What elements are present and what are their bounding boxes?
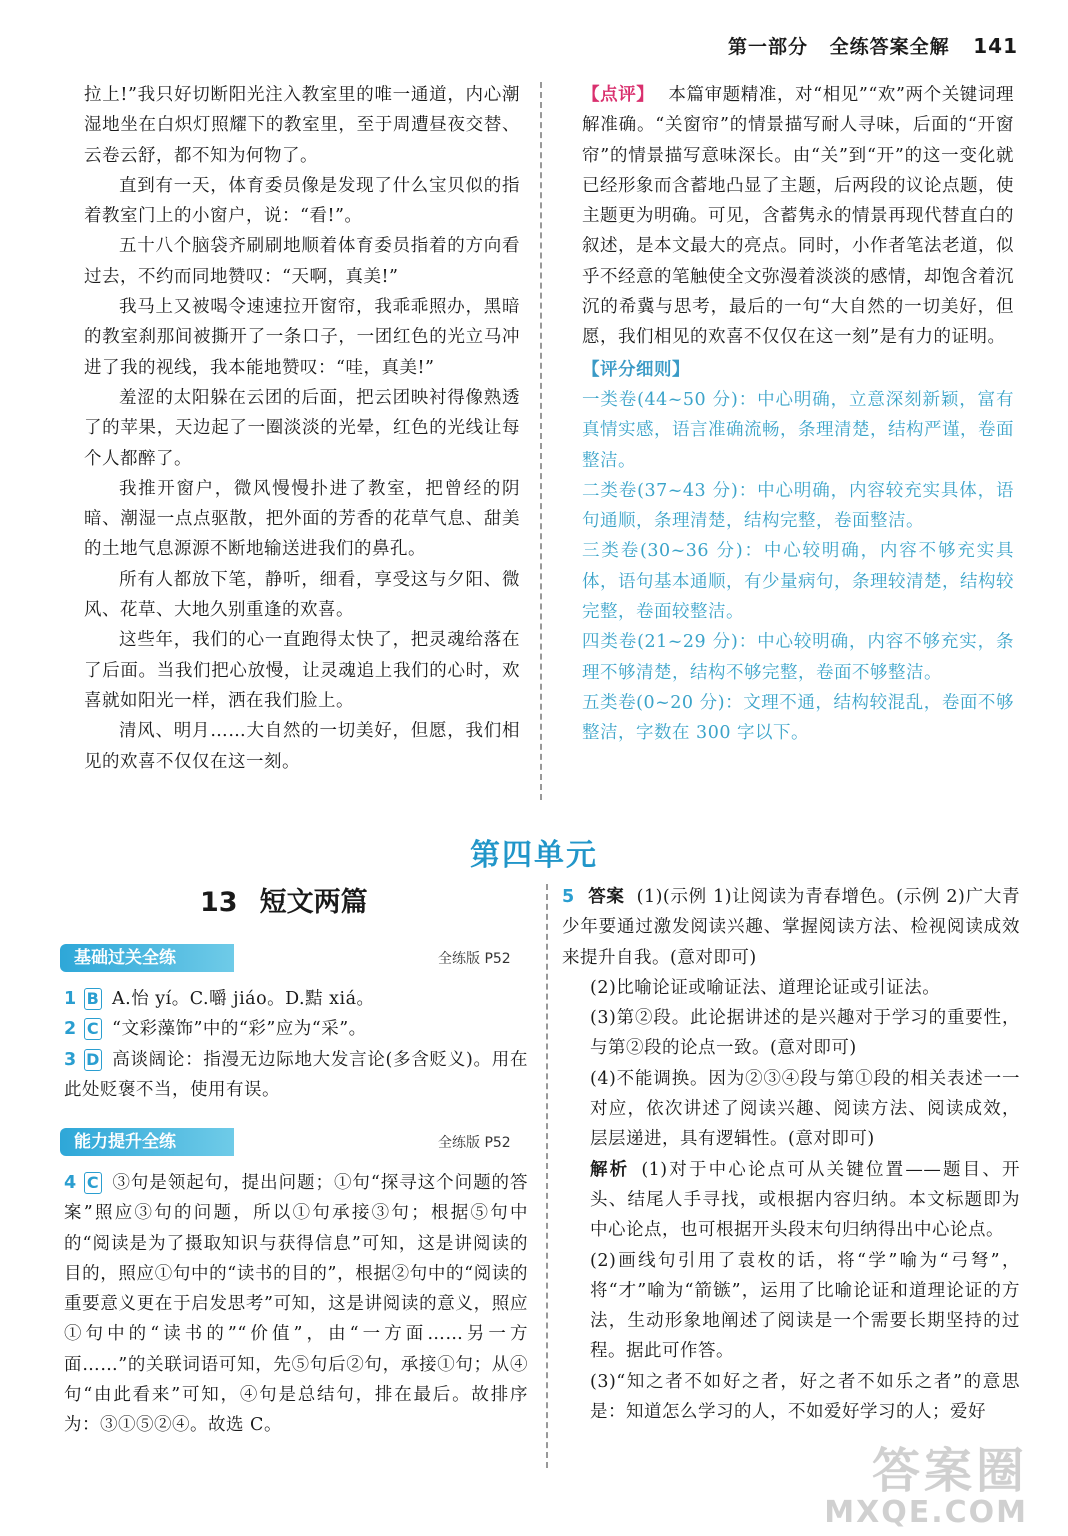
lesson-number: 13 [200, 887, 238, 918]
answer-choice: C [84, 1172, 102, 1194]
scoring-text: 中心较明确，内容不够充实，条理不够清楚，结构不够完整，卷面不够整洁。 [582, 632, 1015, 683]
answer-item [64, 1168, 528, 1441]
essay-paragraph: 清风、明月……大自然的一切美好，但愿，我们相见的欢喜不仅仅在这一刻。 [84, 721, 520, 772]
essay-paragraph: 羞涩的太阳躲在云团的后面，把云团映衬得像熟透了的苹果，天边起了一圈淡淡的光晕，红色的光线让每个人都醉了。 [84, 387, 520, 469]
section-advanced-label: 能力提升全练 [60, 1128, 234, 1156]
answer-part: (1)(示例 1)让阅读为青春增色。(示例 2)广大青少年要通过激发阅读兴趣、掌握阅读方法、检视阅读成效来提升自我。(意对即可) [562, 887, 1020, 968]
column-divider [540, 82, 542, 800]
watermark [824, 1432, 1028, 1530]
unit-title: 第四单元 [470, 838, 598, 873]
answer-choice: C [84, 1018, 102, 1040]
answer-text: “文彩藻饰”中的“彩”应为“采”。 [112, 1019, 367, 1040]
scoring-text: 中心较明确，内容不够充实具体，语句基本通顺，有少量病句，条理较清楚，结构较完整，卷面较整洁。 [582, 541, 1014, 623]
question-number: 4 [64, 1173, 77, 1193]
q5-answer [562, 882, 1020, 973]
scoring-grade: 三类卷(30~36 分)： [582, 541, 764, 562]
answer-text: A.怡 yí。C.嚼 jiáo。D.黠 xiá。 [112, 989, 375, 1009]
comment-label: 【点评】 [582, 85, 655, 105]
question-number: 2 [64, 1019, 77, 1040]
essay-paragraph: 所有人都放下笔，静听，细看，享受这与夕阳、微风、花草、大地久别重逢的欢喜。 [84, 569, 520, 621]
scoring-item [582, 627, 1014, 688]
answer-part: (2)比喻论证或喻证法、道理论证或引证法。 [590, 977, 941, 998]
answer-part: (3)第②段。此论据讲述的是兴趣对于学习的重要性，与第②段的论点一致。(意对即可) [590, 1008, 1020, 1059]
analysis-part: (2)画线句引用了袁枚的话，将“学”喻为“弓弩”，将“才”喻为“箭镞”，运用了比喻论证和道理论证的方法，生动形象地阐述了阅读是一个需要长期坚持的过程。据此可作答。 [590, 1250, 1020, 1362]
essay-paragraph: 直到有一天，体育委员像是发现了什么宝贝似的指着教室门上的小窗户，说：“看!”。 [84, 175, 520, 227]
scoring-text: 文理不通，结构较混乱，卷面不够整洁，字数在 300 字以下。 [582, 692, 1014, 744]
scoring-label: 【评分细则】 [582, 359, 690, 380]
watermark-line1: 答案圈 [871, 1443, 1028, 1499]
header-title: 全练答案全解 [829, 36, 950, 58]
essay-paragraph: 我马上又被喝令速速拉开窗帘，我乖乖照办，黑暗的教室刹那间被撕开了一条口子，一团红色的光立马冲进了我的视线，我本能地赞叹：“哇，真美!” [84, 297, 520, 378]
page-header [714, 32, 1018, 59]
answer-item [64, 1045, 528, 1106]
advanced-answers [64, 1168, 528, 1441]
q5-column [562, 882, 1020, 1427]
answer-part: (4)不能调换。因为②③④段与第①段的相关表述一一对应，依次讲述了阅读兴趣、阅读方法、阅读成效，层层递进，具有逻辑性。(意对即可) [590, 1068, 1020, 1150]
analysis-part [562, 1155, 1020, 1246]
essay-paragraph: 五十八个脑袋齐刷刷地顺着体育委员指着的方向看过去，不约而同地赞叹：“天啊，真美!” [84, 236, 520, 287]
watermark-line2: MXQE.COM [824, 1495, 1028, 1530]
scoring-grade: 四类卷(21~29 分)： [582, 632, 758, 653]
answer-label: 答案 [588, 887, 625, 907]
essay-paragraph: 这些年，我们的心一直跑得太快了，把灵魂给落在了后面。当我们把心放慢，让灵魂追上我们的心时，欢喜就如阳光一样，洒在我们脸上。 [84, 630, 520, 711]
section-basic-ref: 全练版 P52 [438, 951, 511, 967]
analysis-label: 解析 [590, 1159, 630, 1180]
scoring-grade: 二类卷(37~43 分)： [582, 480, 758, 501]
lesson-name: 短文两篇 [259, 887, 368, 918]
scoring-text: 中心明确，内容较充实具体，语句通顺，条理清楚，结构完整，卷面整洁。 [582, 480, 1015, 532]
comment-text [582, 80, 1014, 353]
answer-item [64, 1014, 528, 1044]
answer-text: ③句是领起句，提出问题；①句“探寻这个问题的答案”照应③句的问题，所以①句承接③句；根据⑤句中的“阅读是为了摄取知识与获得信息”可知，这是讲阅读的目的，照应①句中的“读书的目的”，根据②句中的“阅读的重要意义更在于启发思考”可知，这是讲阅读的意义，照应①句中的“读书的”“价值”，由“一方面……另一方面……”的关联词语可知，先⑤句后②句，承接①句；从④句“由此看来”可知，④句是总结句，排在最后。故排序为：③①⑤②④。故选 C。 [64, 1173, 528, 1436]
page-number: 141 [973, 34, 1018, 58]
question-number: 3 [64, 1049, 77, 1070]
scoring-item [582, 536, 1014, 627]
scoring-label-line [582, 355, 1014, 385]
section-advanced-ref: 全练版 P52 [438, 1135, 511, 1151]
lesson-title [200, 880, 368, 919]
answer-text: 高谈阔论：指漫无边际地大发言论(多含贬义)。用在此处贬褒不当，使用有误。 [64, 1049, 528, 1100]
comment-body: 本篇审题精准，对“相见”“欢”两个关键词理解准确。“关窗帘”的情景描写耐人寻味，后面的“开窗帘”的情景描写意味深长。由“关”到“开”的这一变化就已经形象而含蓄地凸显了主题，后两段的议论点题，使主题更为明确。可见，含蓄隽永的情景再现代替直白的叙述，是本文最大的亮点。同时，小作者笔法老道，似乎不经意的笔触使全文弥漫着淡淡的感情，却饱含着沉沉的希冀与思考，最后的一句“大自然的一切美好，但愿，我们相见的欢喜不仅仅在这一刻”是有力的证明。 [582, 85, 1014, 348]
answer-choice: D [84, 1049, 102, 1071]
scoring-item [582, 385, 1014, 476]
analysis-text: (1)对于中心论点可从关键位置——题目、开头、结尾人手寻找，或根据内容归纳。本文标题即为中心论点，也可根据开头段末句归纳得出中心论点。 [590, 1159, 1020, 1241]
basic-answers [64, 984, 528, 1105]
essay-paragraph: 拉上!”我只好切断阳光注入教室里的唯一通道，内心潮湿地坐在白炽灯照耀下的教室里，至于周遭昼夜交替、云卷云舒，都不知为何物了。 [84, 85, 520, 166]
answer-item [64, 984, 528, 1014]
section-basic-label: 基础过关全练 [60, 944, 234, 972]
scoring-item [582, 476, 1014, 537]
question-number: 1 [64, 989, 77, 1009]
essay-paragraph: 我推开窗户，微风慢慢扑进了教室，把曾经的阴暗、潮湿一点点驱散，把外面的芳香的花草气息、甜美的土地气息源源不断地输送进我们的鼻孔。 [84, 478, 520, 560]
answer-choice: B [84, 988, 102, 1010]
column-divider-bottom [546, 884, 548, 1468]
essay-column [84, 80, 520, 777]
question-number: 5 [562, 887, 575, 907]
analysis-part: (3)“知之者不如好之者，好之者不如乐之者”的意思是：知道怎么学习的人，不如爱好学习的人；爱好 [590, 1371, 1020, 1423]
header-part: 第一部分 [727, 36, 808, 58]
scoring-text: 中心明确，立意深刻新颖，富有真情实感，语言准确流畅，条理清楚，结构严谨，卷面整洁。 [582, 389, 1015, 471]
comment-column [582, 80, 1014, 749]
scoring-item [582, 688, 1014, 749]
scoring-grade: 一类卷(44~50 分)： [582, 389, 758, 410]
scoring-grade: 五类卷(0~20 分)： [582, 692, 744, 713]
